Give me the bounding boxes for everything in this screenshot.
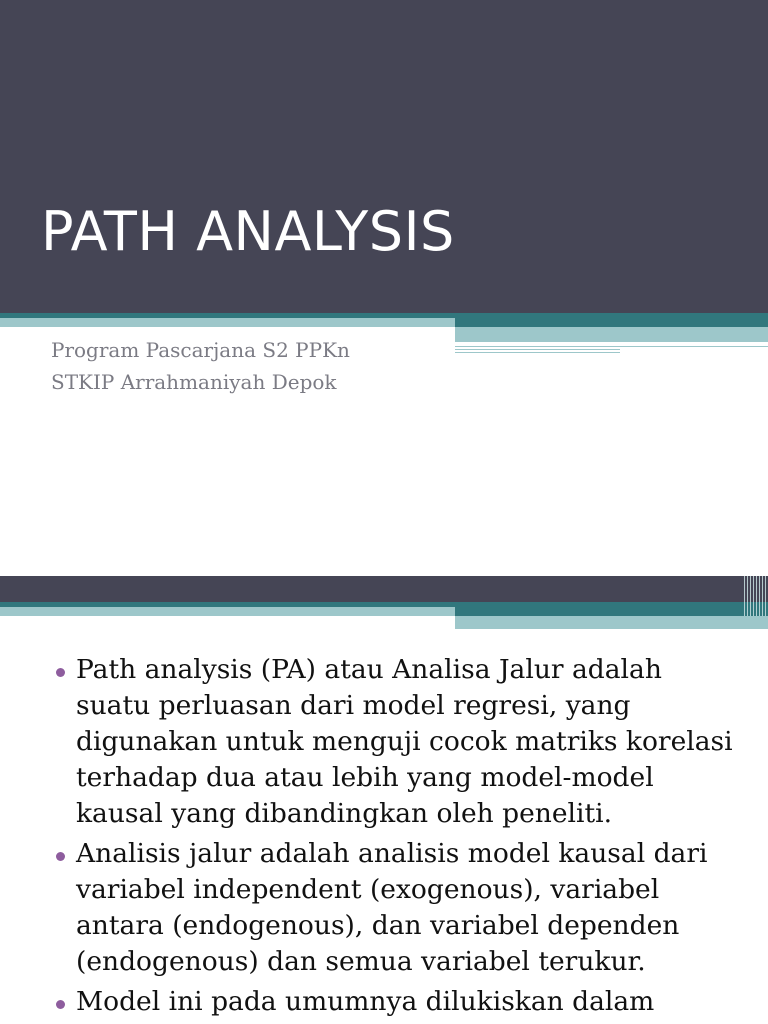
decorative-bar — [762, 576, 763, 616]
accent-stripe-light — [0, 318, 455, 327]
bullet-icon — [56, 668, 65, 677]
decorative-bar — [747, 576, 748, 616]
bullet-icon — [56, 1000, 65, 1009]
accent-stripe-right — [455, 327, 768, 342]
accent-stripe-light — [0, 607, 455, 616]
decorative-bar — [759, 576, 760, 616]
bullet-text-line: variabel independent (exogenous), variabel — [76, 874, 660, 905]
bullet-item — [56, 836, 746, 980]
slide-title: PATH ANALYSIS — [41, 200, 455, 263]
bullet-text-line: suatu perluasan dari model regresi, yang — [76, 690, 631, 721]
subtitle-line: Program Pascarjana S2 PPKn — [51, 338, 350, 362]
decorative-bar — [756, 576, 757, 616]
decorative-bar — [765, 576, 766, 616]
accent-line — [455, 346, 768, 347]
accent-line — [455, 349, 620, 350]
bullet-item — [56, 652, 746, 832]
bullet-text-line: digunakan untuk menguji cocok matriks korelasi — [76, 726, 733, 757]
bullet-text-line: terhadap dua atau lebih yang model-model — [76, 762, 654, 793]
bullet-text-line: (endogenous) dan semua variabel terukur. — [76, 946, 646, 977]
bullet-text-line: kausal yang dibandingkan oleh peneliti. — [76, 798, 613, 829]
slide-subtitle — [51, 334, 350, 398]
header-band — [0, 576, 768, 602]
decorative-bar — [753, 576, 754, 616]
bullet-list — [56, 652, 746, 1024]
bullet-text-line: Model ini pada umumnya dilukiskan dalam — [76, 986, 655, 1017]
bullet-text-line: antara (endogenous), dan variabel dependen — [76, 910, 680, 941]
decorative-bar — [744, 576, 745, 616]
bullet-text-line: Analisis jalur adalah analisis model kausal dari — [76, 838, 708, 869]
accent-line — [455, 352, 620, 353]
bullet-item — [56, 984, 746, 1020]
accent-stripe-right — [455, 616, 768, 629]
decorative-bar — [750, 576, 751, 616]
bullet-text-line: Path analysis (PA) atau Analisa Jalur adalah — [76, 654, 662, 685]
subtitle-line: STKIP Arrahmaniyah Depok — [51, 370, 337, 394]
content-slide — [0, 576, 768, 1024]
bullet-icon — [56, 852, 65, 861]
